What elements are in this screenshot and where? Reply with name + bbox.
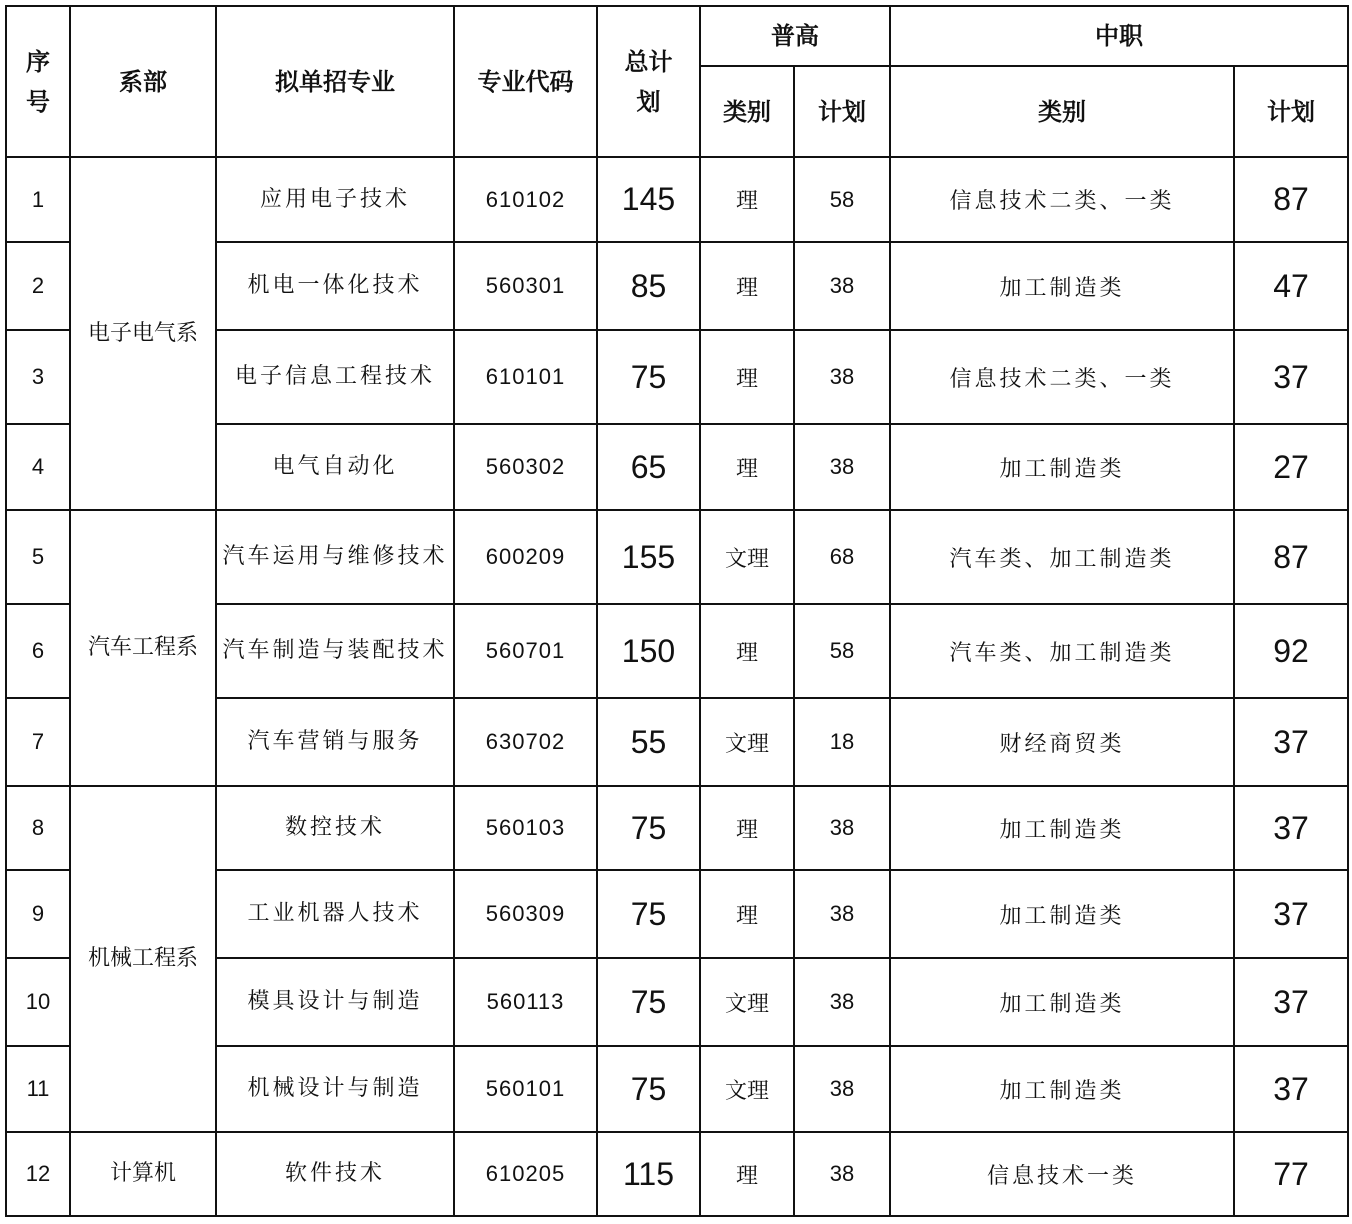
- cell-seq: 3: [6, 330, 70, 424]
- cell-gh-type: 理: [700, 330, 794, 424]
- cell-code: 610205: [454, 1132, 597, 1216]
- cell-gh-plan: 38: [794, 786, 890, 870]
- cell-voc-type: 加工制造类: [890, 958, 1234, 1046]
- enrollment-plan-table: [5, 5, 1349, 1217]
- header-seq: 序号: [6, 6, 70, 157]
- cell-code: 560101: [454, 1046, 597, 1132]
- cell-code: 630702: [454, 698, 597, 786]
- cell-gh-plan: 38: [794, 242, 890, 330]
- cell-seq: 11: [6, 1046, 70, 1132]
- header-vocational: 中职: [890, 6, 1348, 66]
- cell-total: 145: [597, 157, 700, 242]
- cell-voc-type: 信息技术一类: [890, 1132, 1234, 1216]
- cell-code: 560309: [454, 870, 597, 958]
- cell-total: 85: [597, 242, 700, 330]
- cell-voc-type: 加工制造类: [890, 1046, 1234, 1132]
- cell-major: 机电一体化技术: [216, 242, 454, 330]
- cell-seq: 7: [6, 698, 70, 786]
- cell-gh-plan: 38: [794, 424, 890, 510]
- header-general-high: 普高: [700, 6, 890, 66]
- header-major: 拟单招专业: [216, 6, 454, 157]
- cell-gh-type: 理: [700, 1132, 794, 1216]
- cell-gh-type: 理: [700, 242, 794, 330]
- cell-voc-type: 信息技术二类、一类: [890, 157, 1234, 242]
- cell-code: 560113: [454, 958, 597, 1046]
- header-voc-type: 类别: [890, 66, 1234, 157]
- cell-gh-plan: 68: [794, 510, 890, 604]
- cell-gh-plan: 38: [794, 870, 890, 958]
- cell-gh-plan: 38: [794, 330, 890, 424]
- header-gh-plan: 计划: [794, 66, 890, 157]
- cell-gh-type: 文理: [700, 698, 794, 786]
- cell-dept: 汽车工程系: [70, 510, 216, 786]
- cell-seq: 9: [6, 870, 70, 958]
- table-row: [6, 786, 1348, 870]
- cell-gh-plan: 38: [794, 1132, 890, 1216]
- cell-major: 电气自动化: [216, 424, 454, 510]
- cell-major: 应用电子技术: [216, 157, 454, 242]
- cell-voc-type: 加工制造类: [890, 242, 1234, 330]
- cell-code: 600209: [454, 510, 597, 604]
- cell-seq: 4: [6, 424, 70, 510]
- cell-major: 工业机器人技术: [216, 870, 454, 958]
- cell-seq: 2: [6, 242, 70, 330]
- cell-voc-type: 汽车类、加工制造类: [890, 604, 1234, 698]
- header-code: 专业代码: [454, 6, 597, 157]
- cell-gh-plan: 18: [794, 698, 890, 786]
- cell-voc-plan: 47: [1234, 242, 1348, 330]
- cell-voc-plan: 27: [1234, 424, 1348, 510]
- cell-major: 汽车营销与服务: [216, 698, 454, 786]
- table-row: [6, 1132, 1348, 1216]
- cell-voc-type: 加工制造类: [890, 424, 1234, 510]
- header-voc-plan: 计划: [1234, 66, 1348, 157]
- cell-voc-plan: 37: [1234, 870, 1348, 958]
- cell-seq: 1: [6, 157, 70, 242]
- header-row-1: [6, 6, 1348, 66]
- cell-gh-type: 理: [700, 604, 794, 698]
- cell-code: 560701: [454, 604, 597, 698]
- cell-gh-plan: 58: [794, 157, 890, 242]
- cell-voc-plan: 37: [1234, 698, 1348, 786]
- cell-seq: 5: [6, 510, 70, 604]
- cell-voc-plan: 87: [1234, 157, 1348, 242]
- cell-code: 560302: [454, 424, 597, 510]
- cell-gh-type: 文理: [700, 958, 794, 1046]
- cell-voc-plan: 37: [1234, 786, 1348, 870]
- cell-gh-plan: 38: [794, 1046, 890, 1132]
- cell-total: 55: [597, 698, 700, 786]
- cell-seq: 12: [6, 1132, 70, 1216]
- cell-major: 机械设计与制造: [216, 1046, 454, 1132]
- cell-total: 65: [597, 424, 700, 510]
- cell-gh-plan: 38: [794, 958, 890, 1046]
- cell-dept: 计算机: [70, 1132, 216, 1216]
- cell-seq: 6: [6, 604, 70, 698]
- cell-voc-type: 加工制造类: [890, 786, 1234, 870]
- cell-voc-plan: 87: [1234, 510, 1348, 604]
- cell-total: 75: [597, 958, 700, 1046]
- cell-major: 汽车制造与装配技术: [216, 604, 454, 698]
- cell-voc-plan: 37: [1234, 330, 1348, 424]
- cell-gh-type: 理: [700, 157, 794, 242]
- cell-code: 610102: [454, 157, 597, 242]
- table-row: [6, 157, 1348, 242]
- cell-dept: 机械工程系: [70, 786, 216, 1132]
- header-total: 总计划: [597, 6, 700, 157]
- cell-total: 75: [597, 330, 700, 424]
- cell-voc-type: 财经商贸类: [890, 698, 1234, 786]
- cell-total: 75: [597, 1046, 700, 1132]
- cell-code: 560301: [454, 242, 597, 330]
- cell-voc-type: 汽车类、加工制造类: [890, 510, 1234, 604]
- cell-gh-type: 文理: [700, 1046, 794, 1132]
- cell-seq: 10: [6, 958, 70, 1046]
- cell-code: 610101: [454, 330, 597, 424]
- cell-voc-plan: 92: [1234, 604, 1348, 698]
- cell-seq: 8: [6, 786, 70, 870]
- cell-major: 模具设计与制造: [216, 958, 454, 1046]
- cell-major: 软件技术: [216, 1132, 454, 1216]
- cell-gh-type: 理: [700, 786, 794, 870]
- cell-voc-plan: 77: [1234, 1132, 1348, 1216]
- cell-voc-plan: 37: [1234, 958, 1348, 1046]
- cell-voc-type: 信息技术二类、一类: [890, 330, 1234, 424]
- cell-gh-type: 文理: [700, 510, 794, 604]
- cell-total: 75: [597, 870, 700, 958]
- header-gh-type: 类别: [700, 66, 794, 157]
- cell-total: 115: [597, 1132, 700, 1216]
- cell-gh-type: 理: [700, 870, 794, 958]
- cell-major: 电子信息工程技术: [216, 330, 454, 424]
- cell-major: 汽车运用与维修技术: [216, 510, 454, 604]
- cell-gh-plan: 58: [794, 604, 890, 698]
- cell-dept: 电子电气系: [70, 157, 216, 510]
- header-dept: 系部: [70, 6, 216, 157]
- cell-total: 150: [597, 604, 700, 698]
- cell-total: 75: [597, 786, 700, 870]
- cell-major: 数控技术: [216, 786, 454, 870]
- cell-code: 560103: [454, 786, 597, 870]
- cell-voc-plan: 37: [1234, 1046, 1348, 1132]
- cell-total: 155: [597, 510, 700, 604]
- cell-voc-type: 加工制造类: [890, 870, 1234, 958]
- table-row: [6, 510, 1348, 604]
- cell-gh-type: 理: [700, 424, 794, 510]
